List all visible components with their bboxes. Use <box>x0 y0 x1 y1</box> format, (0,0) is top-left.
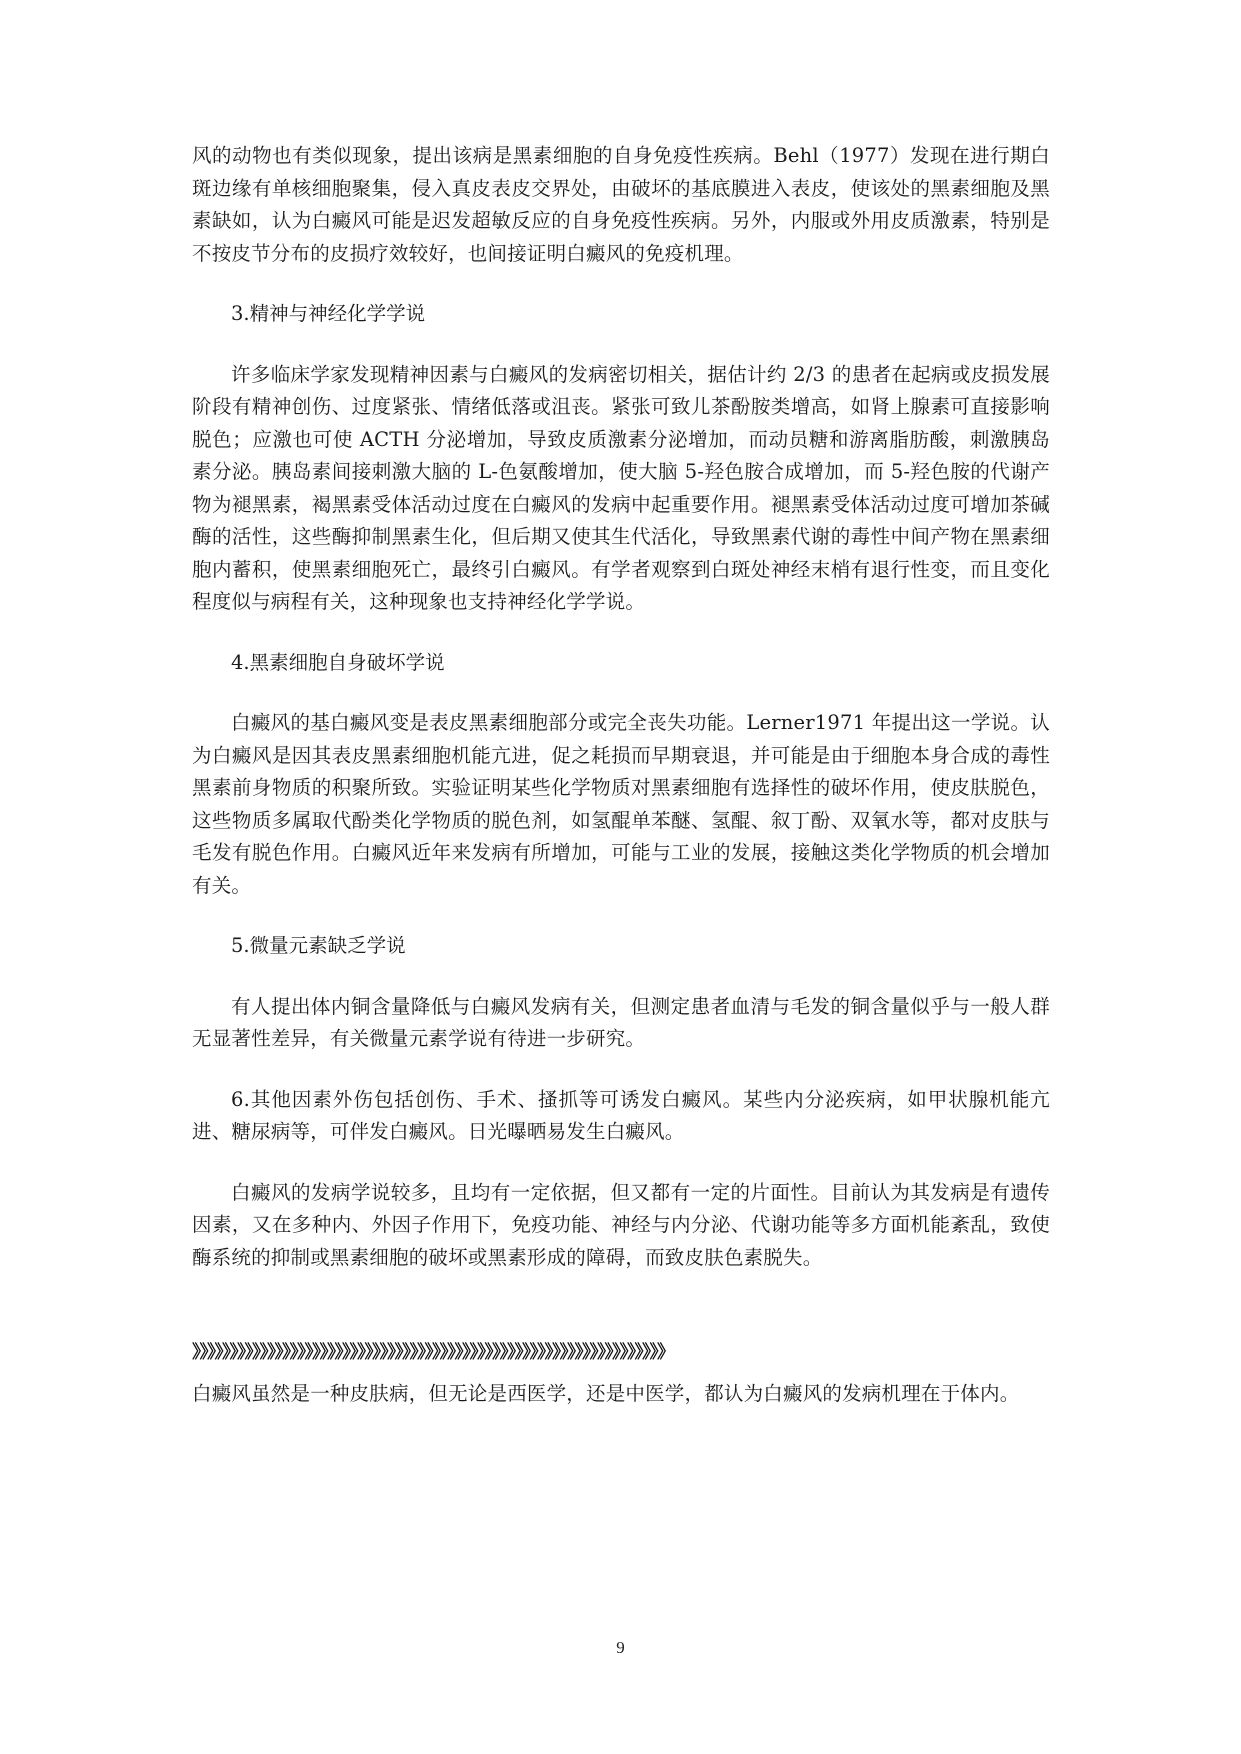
heading-trace-element-theory: 5.微量元素缺乏学说 <box>231 934 406 957</box>
divider-glyphs: 》》》》》》》》》》》》》》》》》》》》》》》》》》》》》》》》》》》》》》》》》》》》》》》》》》》》》》》》》》》》》》》 <box>192 1342 674 1363</box>
paragraph-other-factors: 6.其他因素外伤包括创伤、手术、搔抓等可诱发白癜风。某些内分泌疾病，如甲状腺机能亢进、糖尿病等，可伴发白癜风。日光曝晒易发生白癜风。 <box>192 1087 1050 1143</box>
section-divider <box>192 1338 1050 1366</box>
paragraph-closing: 白癜风虽然是一种皮肤病，但无论是西医学，还是中医学，都认为白癜风的发病机理在于体内。 <box>192 1382 1020 1405</box>
page-number: 9 <box>616 1638 625 1657</box>
paragraph-autoimmune-theory: 风的动物也有类似现象，提出该病是黑素细胞的自身免疫性疾病。Behl（1977）发现在进行期白斑边缘有单核细胞聚集，侵入真皮表皮交界处，由破坏的基底膜进入表皮，使该处的黑素细胞及黑素缺如，认为白癜风可能是迟发超敏反应的自身免疫性疾病。另外，内服或外用皮质激素，特别是不按皮节分布的皮损疗效较好，也间接证明白癜风的免疫机理。 <box>192 144 1050 265</box>
paragraph-neurochemical-theory: 许多临床学家发现精神因素与白癜风的发病密切相关，据估计约 2/3 的患者在起病或皮损发展阶段有精神创伤、过度紧张、情绪低落或沮丧。紧张可致儿茶酚胺类增高，如肾上腺素可直接影响脱色；应激也可使 ACTH 分泌增加，导致皮质激素分泌增加，而动员糖和游离脂肪酸，刺激胰岛素分泌。胰岛素间接刺激大脑的 L-色氨酸增加，使大脑 5-羟色胺合成增加，而 5-羟色胺的代谢产物为褪黑素，褐黑素受体活动过度在白癜风的发病中起重要作用。褪黑素受体活动过度可增加茶碱酶的活性，这些酶抑制黑素生化，但后期又使其生代活化，导致黑素代谢的毒性中间产物在黑素细胞内蓄积，使黑素细胞死亡，最终引白癜风。有学者观察到白斑处神经末梢有退行性变，而且变化程度似与病程有关，这种现象也支持神经化学学说。 <box>192 362 1050 613</box>
paragraph-trace-element-theory: 有人提出体内铜含量降低与白癜风发病有关，但测定患者血清与毛发的铜含量似乎与一般人群无显著性差异，有关微量元素学说有待进一步研究。 <box>192 994 1050 1050</box>
heading-self-destruction-theory: 4.黑素细胞自身破坏学说 <box>231 650 445 674</box>
paragraph-summary: 白癜风的发病学说较多，且均有一定依据，但又都有一定的片面性。目前认为其发病是有遗传因素，又在多种内、外因子作用下，免疫功能、神经与内分泌、代谢功能等多方面机能紊乱，致使酶系统的抑制或黑素细胞的破坏或黑素形成的障碍，而致皮肤色素脱失。 <box>192 1180 1050 1269</box>
paragraph-self-destruction-theory: 白癜风的基白癜风变是表皮黑素细胞部分或完全丧失功能。Lerner1971 年提出这一学说。认为白癜风是因其表皮黑素细胞机能亢进，促之耗损而早期衰退，并可能是由于细胞本身合成的毒性黑素前身物质的积聚所致。实验证明某些化学物质对黑素细胞有选择性的破坏作用，使皮肤脱色，这些物质多属取代酚类化学物质的脱色剂，如氢醌单苯醚、氢醌、叙丁酚、双氧水等，都对皮肤与毛发有脱色作用。白癜风近年来发病有所增加，可能与工业的发展，接触这类化学物质的机会增加有关。 <box>192 711 1050 897</box>
document-page <box>192 140 1050 1411</box>
heading-neurochemical-theory: 3.精神与神经化学学说 <box>231 302 426 325</box>
